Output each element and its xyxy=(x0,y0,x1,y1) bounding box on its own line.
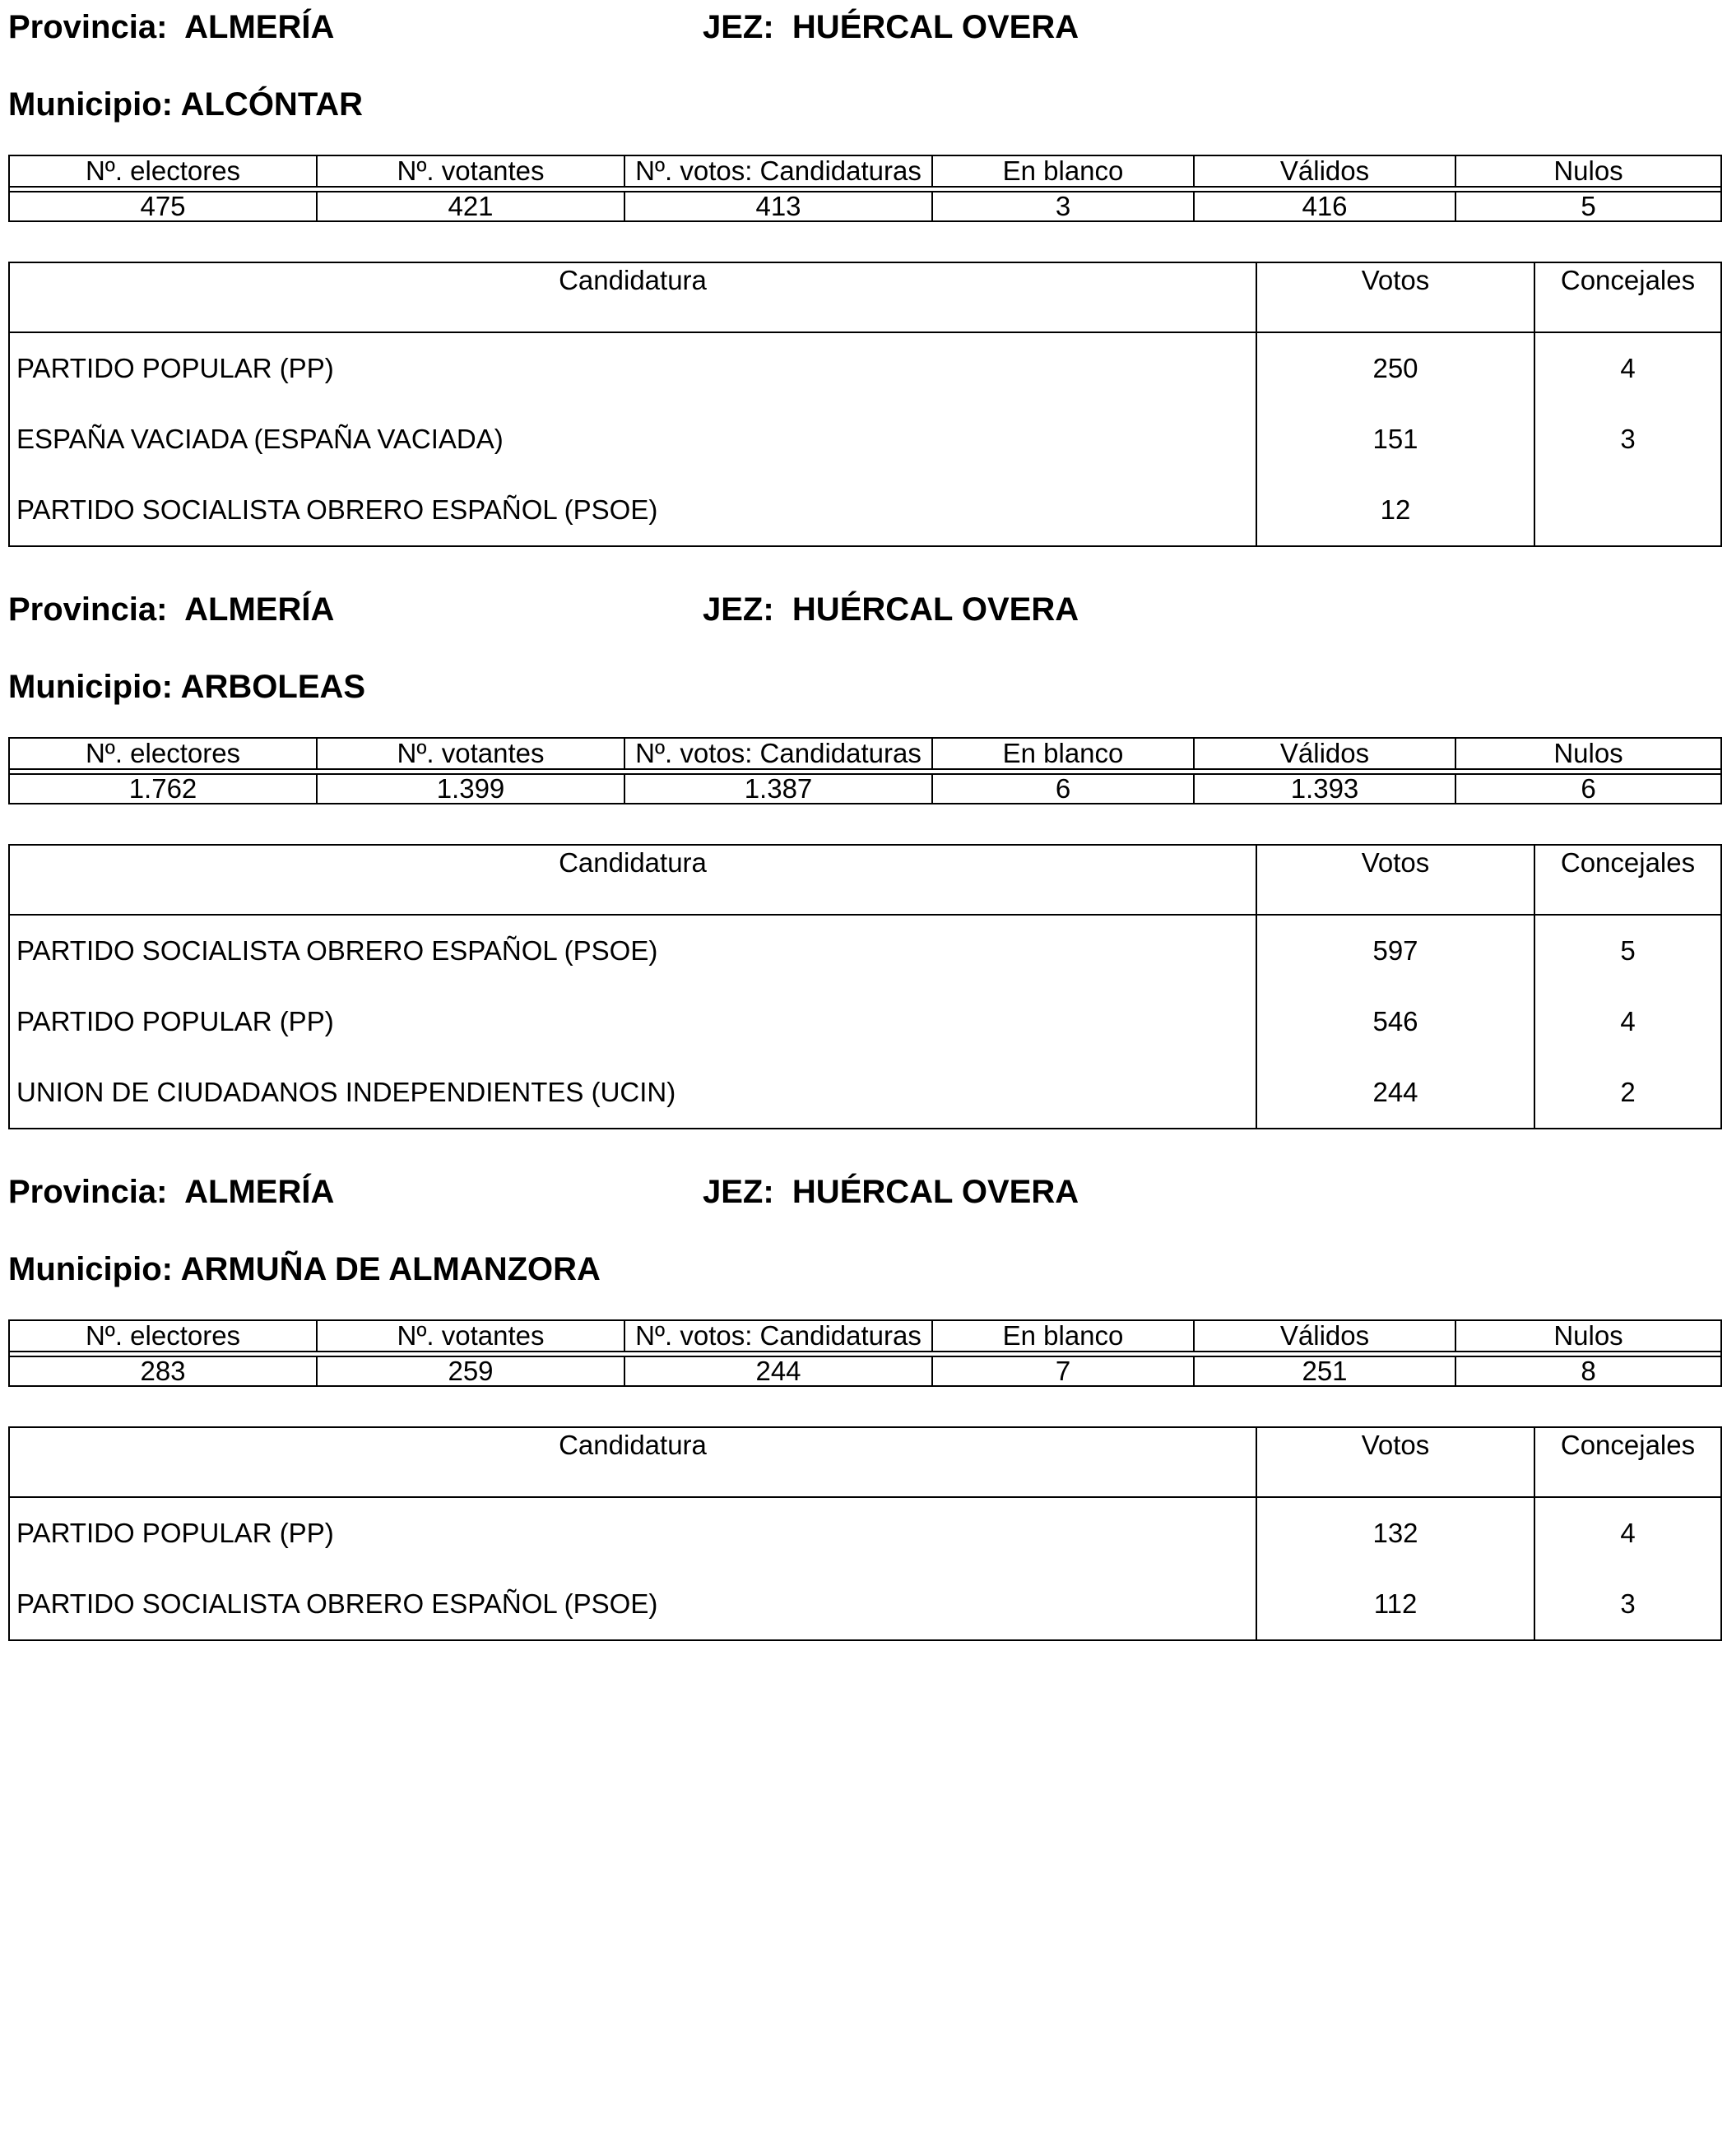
summary-header: Nulos xyxy=(1455,155,1721,187)
candidate-name: PARTIDO POPULAR (PP) xyxy=(16,353,334,383)
summary-value: 6 xyxy=(1455,774,1721,804)
summary-header: En blanco xyxy=(932,155,1194,187)
jez-heading: JEZ: HUÉRCAL OVERA xyxy=(703,9,1079,45)
table-row xyxy=(9,915,1721,986)
summary-header: Nº. votos: Candidaturas xyxy=(624,1320,932,1352)
summary-value: 1.762 xyxy=(9,774,317,804)
section-header xyxy=(8,1171,1720,1212)
votos-header: Votos xyxy=(1256,262,1534,332)
candidate-concejales: 3 xyxy=(1534,1569,1721,1640)
summary-header: Nº. electores xyxy=(9,1320,317,1352)
summary-header: Nulos xyxy=(1455,1320,1721,1352)
jez-heading: JEZ: HUÉRCAL OVERA xyxy=(703,1174,1079,1210)
summary-header: Nº. votantes xyxy=(317,1320,624,1352)
table-row xyxy=(9,475,1721,546)
summary-value: 6 xyxy=(932,774,1194,804)
candidate-votos: 151 xyxy=(1256,404,1534,475)
summary-value: 7 xyxy=(932,1356,1194,1386)
municipio-section xyxy=(8,589,1720,1107)
summary-value: 5 xyxy=(1455,192,1721,221)
candidate-votos: 112 xyxy=(1256,1569,1534,1640)
candidate-votos: 12 xyxy=(1256,475,1534,546)
summary-header: Nº. electores xyxy=(9,155,317,187)
candidate-votos: 132 xyxy=(1256,1497,1534,1569)
summary-header: Nº. votos: Candidaturas xyxy=(624,155,932,187)
summary-header: En blanco xyxy=(932,1320,1194,1352)
votos-header: Votos xyxy=(1256,845,1534,915)
candidate-concejales: 4 xyxy=(1534,332,1721,404)
candidate-name: PARTIDO SOCIALISTA OBRERO ESPAÑOL (PSOE) xyxy=(16,935,658,966)
concejales-header: Concejales xyxy=(1534,845,1721,915)
summary-value: 1.393 xyxy=(1194,774,1455,804)
candidate-name: PARTIDO POPULAR (PP) xyxy=(16,1006,334,1036)
candidates-table xyxy=(8,262,1722,547)
candidate-concejales: 4 xyxy=(1534,1497,1721,1569)
table-row xyxy=(9,1057,1721,1129)
municipio-heading: Municipio: ALCÓNTAR xyxy=(8,86,364,123)
summary-value: 259 xyxy=(317,1356,624,1386)
candidate-concejales xyxy=(1534,475,1721,546)
summary-value: 1.387 xyxy=(624,774,932,804)
candidates-table xyxy=(8,844,1722,1129)
summary-value: 283 xyxy=(9,1356,317,1386)
table-row xyxy=(9,404,1721,475)
summary-value: 3 xyxy=(932,192,1194,221)
candidate-name: PARTIDO POPULAR (PP) xyxy=(16,1518,334,1548)
jez-heading: JEZ: HUÉRCAL OVERA xyxy=(703,591,1079,628)
candidatura-header: Candidatura xyxy=(9,845,1256,915)
candidate-name: PARTIDO SOCIALISTA OBRERO ESPAÑOL (PSOE) xyxy=(16,494,658,525)
summary-table xyxy=(8,737,1722,804)
summary-value: 421 xyxy=(317,192,624,221)
summary-value: 475 xyxy=(9,192,317,221)
candidatura-header: Candidatura xyxy=(9,1427,1256,1497)
candidate-name: UNION DE CIUDADANOS INDEPENDIENTES (UCIN) xyxy=(16,1077,676,1107)
summary-header: Nº. electores xyxy=(9,738,317,769)
candidate-name: ESPAÑA VACIADA (ESPAÑA VACIADA) xyxy=(16,424,504,454)
summary-header: Nº. votantes xyxy=(317,738,624,769)
summary-table xyxy=(8,1319,1722,1387)
candidates-table xyxy=(8,1426,1722,1641)
candidate-concejales: 4 xyxy=(1534,986,1721,1057)
candidate-name: PARTIDO SOCIALISTA OBRERO ESPAÑOL (PSOE) xyxy=(16,1588,658,1619)
provincia-heading: Provincia: ALMERÍA xyxy=(8,591,335,628)
summary-header: Válidos xyxy=(1194,1320,1455,1352)
summary-value: 1.399 xyxy=(317,774,624,804)
summary-header: Válidos xyxy=(1194,155,1455,187)
section-header xyxy=(8,589,1720,630)
summary-value: 251 xyxy=(1194,1356,1455,1386)
summary-header: Válidos xyxy=(1194,738,1455,769)
summary-value: 413 xyxy=(624,192,932,221)
section-header xyxy=(8,7,1720,48)
municipio-heading: Municipio: ARMUÑA DE ALMANZORA xyxy=(8,1251,601,1287)
candidate-concejales: 3 xyxy=(1534,404,1721,475)
concejales-header: Concejales xyxy=(1534,1427,1721,1497)
table-row xyxy=(9,1569,1721,1640)
summary-table xyxy=(8,155,1722,222)
candidate-votos: 244 xyxy=(1256,1057,1534,1129)
summary-value: 416 xyxy=(1194,192,1455,221)
candidate-concejales: 2 xyxy=(1534,1057,1721,1129)
summary-header: Nº. votantes xyxy=(317,155,624,187)
summary-value: 8 xyxy=(1455,1356,1721,1386)
provincia-heading: Provincia: ALMERÍA xyxy=(8,9,335,45)
table-row xyxy=(9,986,1721,1057)
table-row xyxy=(9,1497,1721,1569)
summary-header: Nulos xyxy=(1455,738,1721,769)
municipio-heading: Municipio: ARBOLEAS xyxy=(8,669,366,705)
table-row xyxy=(9,332,1721,404)
candidate-concejales: 5 xyxy=(1534,915,1721,986)
candidate-votos: 597 xyxy=(1256,915,1534,986)
summary-header: Nº. votos: Candidaturas xyxy=(624,738,932,769)
summary-value: 244 xyxy=(624,1356,932,1386)
candidate-votos: 546 xyxy=(1256,986,1534,1057)
summary-header: En blanco xyxy=(932,738,1194,769)
municipio-section xyxy=(8,7,1720,525)
candidate-votos: 250 xyxy=(1256,332,1534,404)
municipio-section xyxy=(8,1171,1720,1619)
provincia-heading: Provincia: ALMERÍA xyxy=(8,1174,335,1210)
votos-header: Votos xyxy=(1256,1427,1534,1497)
candidatura-header: Candidatura xyxy=(9,262,1256,332)
concejales-header: Concejales xyxy=(1534,262,1721,332)
